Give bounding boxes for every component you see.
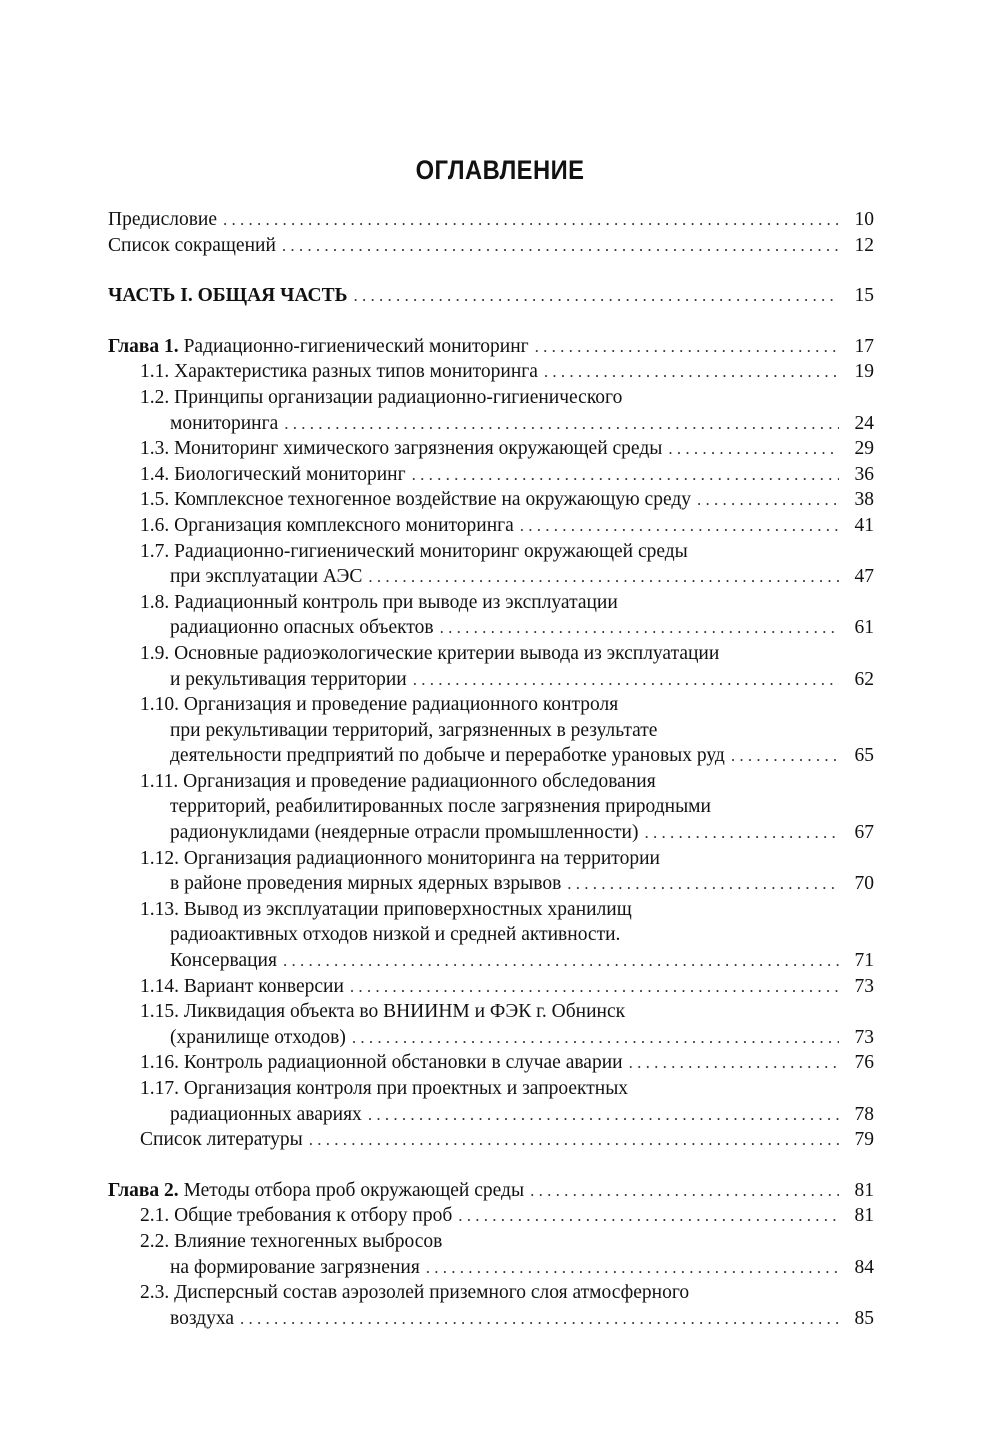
dot-leader xyxy=(544,359,839,385)
toc-entry-text: 1.4. Биологический мониторинг xyxy=(140,463,406,485)
toc-page-number: 15 xyxy=(854,285,874,307)
toc-entry-text: 1.1. Характеристика разных типов мониторинга xyxy=(140,361,538,383)
toc-entry-text: 1.16. Контроль радиационной обстановки в случае аварии xyxy=(140,1052,623,1074)
toc-entry-chapter-2[interactable] xyxy=(108,1178,874,1204)
dot-leader xyxy=(629,1050,839,1076)
toc-entry-section[interactable] xyxy=(108,539,874,590)
toc-page-number: 61 xyxy=(854,617,874,639)
toc-page-number: 24 xyxy=(854,412,874,434)
toc-entry-text: 1.8. Радиационный контроль при выводе из эксплуатации xyxy=(140,591,618,613)
dot-leader xyxy=(284,411,839,437)
toc-page-number: 73 xyxy=(854,1026,874,1048)
toc-entry-text: Список литературы xyxy=(140,1129,303,1151)
toc-entry-text: радиоактивных отходов низкой и средней активности. xyxy=(170,924,621,946)
toc-entry-section[interactable] xyxy=(108,1229,874,1280)
chapter-title: Методы отбора проб окружающей среды xyxy=(183,1179,525,1201)
toc-entry-text: 1.12. Организация радиационного мониторинга на территории xyxy=(140,847,660,869)
toc-entry-text: радиационно опасных объектов xyxy=(170,617,434,639)
dot-leader xyxy=(368,564,839,590)
toc-entry-text: 1.17. Организация контроля при проектных и запроектных xyxy=(140,1078,629,1099)
toc-entry-part-1[interactable] xyxy=(108,283,874,309)
toc-entry-chapter-1[interactable] xyxy=(108,334,874,360)
toc-entry-section[interactable] xyxy=(108,974,874,1000)
toc-entry-text: Консервация xyxy=(170,950,277,972)
toc-page-number: 10 xyxy=(854,209,874,230)
toc-entry-section[interactable] xyxy=(108,846,874,897)
toc-entry-text: 1.2. Принципы организации радиационно-гигиенического xyxy=(140,386,623,408)
dot-leader xyxy=(309,1127,839,1153)
toc-page-number: 67 xyxy=(854,822,874,844)
toc-entry-section[interactable] xyxy=(108,513,874,539)
toc-entry-preface[interactable] xyxy=(108,207,874,233)
toc-page-number: 71 xyxy=(854,950,874,972)
toc-entry-text: 1.14. Вариант конверсии xyxy=(140,975,344,997)
toc-entry-text: 1.5. Комплексное техногенное воздействие на окружающую среду xyxy=(140,489,692,511)
toc-entry-text: (хранилище отходов) xyxy=(170,1026,346,1048)
toc-entry-text: 1.6. Организация комплексного мониторинга xyxy=(140,514,514,536)
dot-leader xyxy=(352,1025,839,1051)
toc-entry-text: 1.3. Мониторинг химического загрязнения окружающей среды xyxy=(140,438,663,460)
toc-entry-text: 2.3. Дисперсный состав аэрозолей приземного слоя атмосферного xyxy=(140,1282,690,1304)
toc-entry-text: 2.1. Общие требования к отбору проб xyxy=(140,1205,453,1227)
dot-leader xyxy=(223,207,839,233)
toc-entry-section[interactable] xyxy=(108,436,874,462)
toc-entry-section[interactable] xyxy=(108,999,874,1050)
toc-entry-text: при эксплуатации АЭС xyxy=(170,566,363,588)
toc-page-number: 47 xyxy=(854,566,874,588)
toc-page-number: 36 xyxy=(854,463,874,485)
toc-page-number: 17 xyxy=(854,335,874,357)
toc-entry-section[interactable] xyxy=(108,897,874,974)
toc-page-number: 41 xyxy=(854,514,874,536)
toc-entry-text: в районе проведения мирных ядерных взрывов xyxy=(170,873,562,895)
toc-entry-section[interactable] xyxy=(108,590,874,641)
spacer xyxy=(108,258,874,283)
chapter-label: Глава 1. xyxy=(108,335,179,357)
dot-leader xyxy=(368,1102,839,1128)
dot-leader xyxy=(458,1203,839,1229)
toc-entry-section[interactable] xyxy=(108,462,874,488)
dot-leader xyxy=(440,615,839,641)
toc-entry-text: территорий, реабилитированных после загрязнения природными xyxy=(170,796,711,818)
toc-entry-section[interactable] xyxy=(108,769,874,846)
toc-entry-text: радионуклидами (неядерные отрасли промышленности) xyxy=(170,822,639,844)
dot-leader xyxy=(426,1255,839,1281)
toc-entry-text: 1.15. Ликвидация объекта во ВНИИНМ и ФЭК г. Обнинск xyxy=(140,1001,626,1023)
toc-entry-text: 1.11. Организация и проведение радиационного обследования xyxy=(140,770,656,792)
toc-entry-section[interactable] xyxy=(108,487,874,513)
toc-entry-text: Предисловие xyxy=(108,209,218,230)
dot-leader xyxy=(645,820,840,846)
toc-entry-text: 1.9. Основные радиоэкологические критерии вывода из эксплуатации xyxy=(140,642,720,664)
toc-entry-text: и рекультивация территории xyxy=(170,668,407,690)
toc-page-number: 38 xyxy=(854,489,874,511)
toc-entry-text: при рекультивации территорий, загрязненных в результате xyxy=(170,719,658,741)
dot-leader xyxy=(412,462,839,488)
toc-entry-section[interactable] xyxy=(108,1203,874,1229)
chapter-label: Глава 2. xyxy=(108,1179,179,1201)
toc-entry-section[interactable] xyxy=(108,385,874,436)
spacer xyxy=(108,1153,874,1178)
toc-entry-section[interactable] xyxy=(108,1050,874,1076)
toc-page-number: 65 xyxy=(854,745,874,767)
toc-page-number: 29 xyxy=(854,438,874,460)
toc-page-number: 76 xyxy=(854,1052,874,1074)
toc-entry-text: деятельности предприятий по добыче и переработке урановых руд xyxy=(170,745,725,767)
toc-page-number: 12 xyxy=(854,234,874,256)
toc-entry-section[interactable] xyxy=(108,1280,874,1331)
toc-page-number: 19 xyxy=(854,361,874,383)
toc-page-number: 85 xyxy=(854,1307,874,1329)
dot-leader xyxy=(668,436,839,462)
toc-entry-text: на формирование загрязнения xyxy=(170,1256,420,1278)
dot-leader xyxy=(240,1306,839,1332)
dot-leader xyxy=(350,974,839,1000)
chapter-title: Радиационно-гигиенический мониторинг xyxy=(183,335,529,357)
dot-leader xyxy=(282,233,839,259)
toc-page-number: 70 xyxy=(854,873,874,895)
toc-entry-text: мониторинга xyxy=(170,412,279,434)
toc-page-number: 62 xyxy=(854,668,874,690)
toc-entry-text: Список сокращений xyxy=(108,234,276,256)
dot-leader xyxy=(354,283,839,309)
toc-entry-section[interactable] xyxy=(108,692,874,769)
table-of-contents xyxy=(108,207,874,1331)
toc-entry-text: 2.2. Влияние техногенных выбросов xyxy=(140,1230,443,1252)
toc-entry-section[interactable] xyxy=(108,359,874,385)
toc-entry-text: радиационных авариях xyxy=(170,1103,362,1125)
toc-entry-section[interactable] xyxy=(108,641,874,692)
page-title: ОГЛАВЛЕНИЕ xyxy=(415,155,585,185)
part-title: ЧАСТЬ I. ОБЩАЯ ЧАСТЬ xyxy=(108,285,348,307)
toc-entry-text: 1.10. Организация и проведение радиационного контроля xyxy=(140,694,619,716)
dot-leader xyxy=(731,743,839,769)
chapter-2-sections xyxy=(108,1203,874,1331)
toc-page-number: 73 xyxy=(854,975,874,997)
toc-page-number: 81 xyxy=(854,1179,874,1201)
dot-leader xyxy=(530,1178,839,1204)
toc-entry-section[interactable] xyxy=(108,1127,874,1153)
dot-leader xyxy=(535,334,839,360)
dot-leader xyxy=(413,667,839,693)
dot-leader xyxy=(567,871,839,897)
toc-entry-text: 1.13. Вывод из эксплуатации приповерхностных хранилищ xyxy=(140,898,632,920)
toc-entry-abbreviations[interactable] xyxy=(108,233,874,259)
toc-entry-text: 1.7. Радиационно-гигиенический мониторинг окружающей среды xyxy=(140,540,688,562)
toc-page-number: 78 xyxy=(854,1103,874,1125)
dot-leader xyxy=(283,948,839,974)
spacer xyxy=(108,309,874,334)
toc-entry-section[interactable] xyxy=(108,1076,874,1127)
dot-leader xyxy=(697,487,839,513)
toc-page-number: 81 xyxy=(854,1205,874,1227)
toc-page-number: 84 xyxy=(854,1256,874,1278)
toc-entry-text: воздуха xyxy=(170,1307,234,1329)
chapter-1-sections xyxy=(108,359,874,1152)
dot-leader xyxy=(520,513,839,539)
toc-page-number: 79 xyxy=(854,1129,874,1151)
